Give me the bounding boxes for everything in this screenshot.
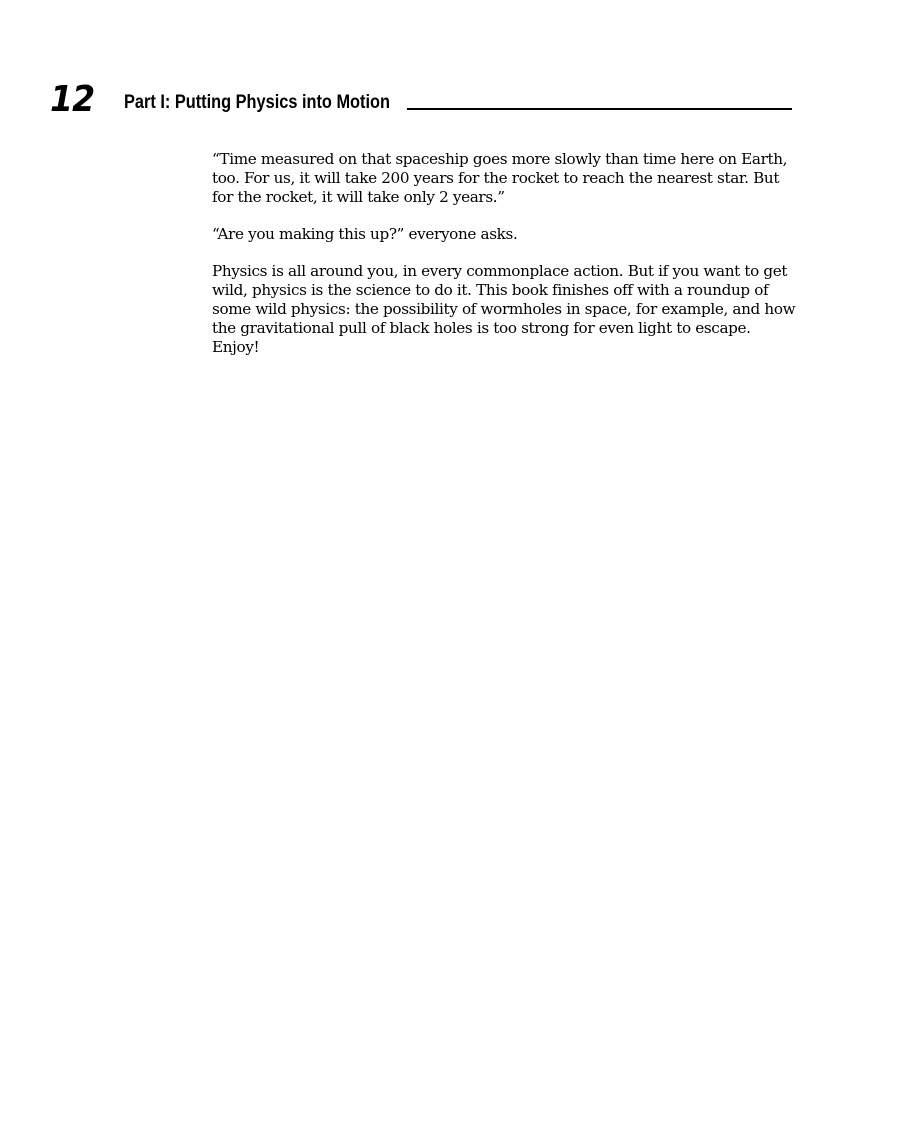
paragraph-wild-physics: Physics is all around you, in every commonplace action. But if you want to get wild, physics is the science to do it. This book finishes off with a roundup of some wild physics: the possibility of wormholes in space, for example, and how the gravitational pull of black holes is too strong for even light to escape. Enjoy! [212, 262, 796, 356]
body-text [212, 150, 802, 375]
page-header [0, 0, 914, 130]
page-number: 12 [50, 79, 95, 120]
paragraph-quote-time-dilation: “Time measured on that spaceship goes more slowly than time here on Earth, too. For us, it will take 200 years for the rocket to reach the nearest star. But for the rocket, it will take only 2 years.” [212, 150, 788, 206]
running-head [124, 90, 792, 114]
running-head-title: Part I: Putting Physics into Motion [124, 92, 390, 113]
paragraph-everyone-asks: “Are you making this up?” everyone asks. [212, 225, 518, 243]
running-head-rule [407, 108, 792, 110]
